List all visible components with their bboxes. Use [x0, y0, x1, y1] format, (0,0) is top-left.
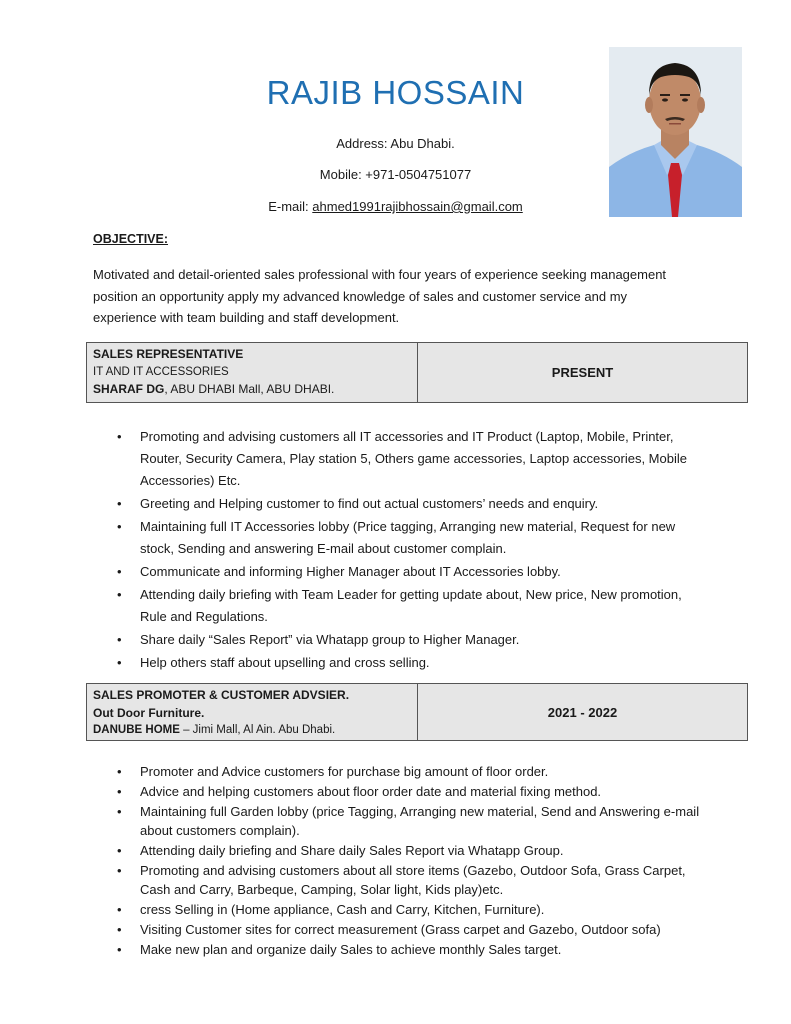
candidate-name: RAJIB HOSSAIN — [266, 74, 525, 111]
address: Address: Abu Dhabi. — [336, 136, 455, 151]
job-2-details — [87, 684, 418, 740]
list-item: • Promoting and advising customers all IT accessories and IT Product (Laptop, Mobile, Printer, Router, Security Camera, Play station 5, Others game accessories, Laptop accessories, Mobile Accessories) Etc. — [140, 426, 710, 492]
list-item: • Communicate and informing Higher Manager about IT Accessories lobby. — [140, 561, 710, 583]
bullet-icon: • — [117, 564, 122, 579]
list-item: • Promoter and Advice customers for purchase big amount of floor order. — [117, 764, 549, 779]
list-item: • Advice and helping customers about floor order date and material fixing method. — [117, 784, 602, 799]
list-item: • Attending daily briefing with Team Leader for getting update about, New price, New promotion, Rule and Regulations. — [140, 584, 710, 628]
bullet-icon: • — [117, 922, 122, 937]
job-2-subtitle: Out Door Furniture. — [93, 705, 205, 720]
bullet-icon: • — [117, 496, 122, 511]
bullet-icon: • — [117, 587, 122, 602]
list-item: • Maintaining full IT Accessories lobby (Price tagging, Arranging new material, Request for new stock, Sending and answering E-mail about customer complain. — [140, 516, 710, 560]
bullet-icon: • — [117, 655, 122, 670]
email-link[interactable]: ahmed1991rajibhossain@gmail.com — [312, 199, 523, 214]
bullet-icon: • — [117, 429, 122, 444]
bullet-icon: • — [117, 519, 122, 534]
profile-photo-image — [609, 47, 742, 217]
bullet-icon: • — [117, 764, 122, 779]
job-2-duties — [117, 762, 700, 960]
list-item: • cress Selling in (Home appliance, Cash and Carry, Kitchen, Furniture). — [117, 902, 545, 917]
bullet-icon: • — [117, 804, 122, 819]
list-item: • Maintaining full Garden lobby (price Tagging, Arranging new material, Send and Answering e-mail about customers complain). — [117, 804, 700, 838]
job-2-period: 2021 - 2022 — [547, 704, 618, 720]
job-header-2 — [86, 683, 748, 741]
mobile: Mobile: +971-0504751077 — [319, 167, 472, 182]
objective-heading: OBJECTIVE: — [93, 232, 169, 246]
job-header-1 — [86, 342, 748, 403]
job-2-location: – Jimi Mall, Al Ain. Abu Dhabi. — [179, 724, 336, 736]
bullet-icon: • — [117, 902, 122, 917]
job-1-location: , ABU DHABI Mall, ABU DHABI. — [164, 382, 335, 396]
list-item: • Share daily “Sales Report” via Whatapp group to Higher Manager. — [140, 629, 710, 651]
job-1-employer-line — [93, 381, 411, 399]
profile-photo — [609, 47, 742, 217]
job-1-details — [87, 343, 418, 402]
bullet-icon: • — [117, 632, 122, 647]
list-item: • Attending daily briefing and Share daily Sales Report via Whatapp Group. — [117, 843, 564, 858]
list-item: • Make new plan and organize daily Sales to achieve monthly Sales target. — [117, 942, 562, 957]
bullet-icon: • — [117, 863, 122, 878]
list-item: • Greeting and Helping customer to find out actual customers’ needs and enquiry. — [140, 493, 710, 515]
job-1-duties — [117, 426, 710, 675]
job-2-employer: DANUBE HOME — [93, 724, 180, 736]
bullet-icon: • — [117, 843, 122, 858]
job-1-title: SALES REPRESENTATIVE — [93, 347, 244, 361]
job-2-employer-line — [93, 722, 411, 740]
bullet-icon: • — [117, 784, 122, 799]
list-item: • Help others staff about upselling and cross selling. — [140, 652, 710, 674]
list-item: • Promoting and advising customers about all store items (Gazebo, Outdoor Sofa, Grass Carpet, Cash and Carry, Barbeque, Camping, Solar light, Kids play)etc. — [117, 863, 686, 897]
job-1-employer: SHARAF DG — [93, 382, 165, 396]
list-item: • Visiting Customer sites for correct measurement (Grass carpet and Gazebo, Outdoor sofa) — [117, 922, 661, 937]
job-2-title: SALES PROMOTER & CUSTOMER ADVSIER. — [93, 688, 350, 702]
job-1-subtitle: IT AND IT ACCESSORIES — [93, 365, 229, 378]
job-1-period: PRESENT — [551, 365, 614, 380]
objective-text: Motivated and detail-oriented sales professional with four years of experience seeking management position an opportunity apply my advanced knowledge of sales and customer service and my experience with team building and staff development. — [93, 267, 667, 325]
bullet-icon: • — [117, 942, 122, 957]
email-label: E-mail: — [268, 199, 313, 214]
